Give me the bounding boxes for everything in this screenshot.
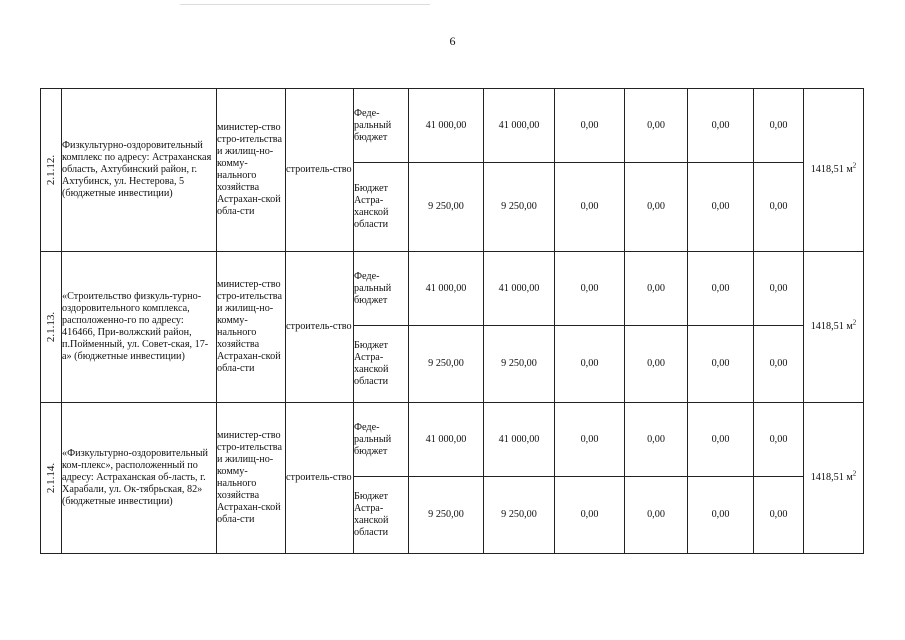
amount-value: 0,00 [754,403,804,477]
funding-source: Бюджет Астра-ханской области [354,326,409,403]
amount-value: 9 250,00 [484,163,555,252]
amount-value: 0,00 [555,252,625,326]
budget-table [40,88,864,554]
amount-value: 0,00 [754,252,804,326]
area-unit-exponent: 2 [852,318,857,327]
amount-value: 0,00 [625,326,688,403]
area-cell [804,89,864,252]
amount-value: 0,00 [555,403,625,477]
amount-value: 0,00 [688,326,754,403]
object-name: Физкультурно-оздоровительный комплекс по адресу: Астраханская область, Ахтубинский район, г. Ахтубинск, ул. Нестерова, 5 (бюджетные инвестиции) [62,89,217,252]
amount-value: 41 000,00 [409,89,484,163]
amount-value: 41 000,00 [484,403,555,477]
amount-value: 0,00 [555,477,625,554]
row-index: 2.1.13. [45,311,57,343]
amount-value: 0,00 [625,163,688,252]
work-type: строитель-ство [286,89,354,252]
amount-value: 0,00 [688,252,754,326]
funding-source: Феде-ральный бюджет [354,89,409,163]
amount-value: 0,00 [754,477,804,554]
row-index: 2.1.12. [45,154,57,186]
amount-value: 0,00 [754,89,804,163]
amount-value: 0,00 [688,477,754,554]
object-name: «Физкультурно-оздоровительный ком-плекс», расположенный по адресу: Астраханская об-ласть, г. Харабали, ул. Ок-тябрьская, 82» (бюджетные инвестиции) [62,403,217,554]
funding-source: Бюджет Астра-ханской области [354,163,409,252]
area-value: 1418,51 м [810,472,853,483]
amount-value: 0,00 [555,89,625,163]
amount-value: 41 000,00 [484,89,555,163]
area-value: 1418,51 м [810,321,853,332]
table-row [41,403,864,477]
funding-source: Бюджет Астра-ханской области [354,477,409,554]
area-cell [804,252,864,403]
amount-value: 0,00 [754,163,804,252]
page-number: 6 [449,34,456,48]
organization: министер-ство стро-ительства и жилищ-но-комму-нального хозяйства Астрахан-ской обла-сти [217,403,286,554]
row-index: 2.1.14. [45,462,57,494]
amount-value: 0,00 [555,326,625,403]
amount-value: 41 000,00 [409,252,484,326]
amount-value: 0,00 [688,89,754,163]
object-name: «Строительство физкуль-турно-оздоровительного комплекса, расположенно-го по адресу: 416466, При-волжский район, п.Пойменный, ул. Совет-ская, 17-а» (бюджетные инвестиции) [62,252,217,403]
area-cell [804,403,864,554]
amount-value: 41 000,00 [409,403,484,477]
funding-source: Феде-ральный бюджет [354,403,409,477]
funding-source: Феде-ральный бюджет [354,252,409,326]
amount-value: 41 000,00 [484,252,555,326]
row-index-cell [41,252,62,403]
amount-value: 9 250,00 [409,477,484,554]
work-type: строитель-ство [286,252,354,403]
amount-value: 9 250,00 [484,477,555,554]
area-unit-exponent: 2 [852,469,857,478]
organization: министер-ство стро-ительства и жилищ-но-комму-нального хозяйства Астрахан-ской обла-сти [217,89,286,252]
amount-value: 0,00 [555,163,625,252]
amount-value: 9 250,00 [409,163,484,252]
amount-value: 0,00 [754,326,804,403]
amount-value: 0,00 [625,403,688,477]
organization: министер-ство стро-ительства и жилищ-но-комму-нального хозяйства Астрахан-ской обла-сти [217,252,286,403]
area-unit-exponent: 2 [852,161,857,170]
amount-value: 0,00 [688,403,754,477]
table-row [41,89,864,163]
amount-value: 0,00 [625,89,688,163]
amount-value: 9 250,00 [409,326,484,403]
amount-value: 0,00 [688,163,754,252]
amount-value: 0,00 [625,252,688,326]
work-type: строитель-ство [286,403,354,554]
scan-artifact-line [180,4,430,5]
amount-value: 0,00 [625,477,688,554]
amount-value: 9 250,00 [484,326,555,403]
area-value: 1418,51 м [810,164,853,175]
row-index-cell [41,89,62,252]
table-row [41,252,864,326]
row-index-cell [41,403,62,554]
